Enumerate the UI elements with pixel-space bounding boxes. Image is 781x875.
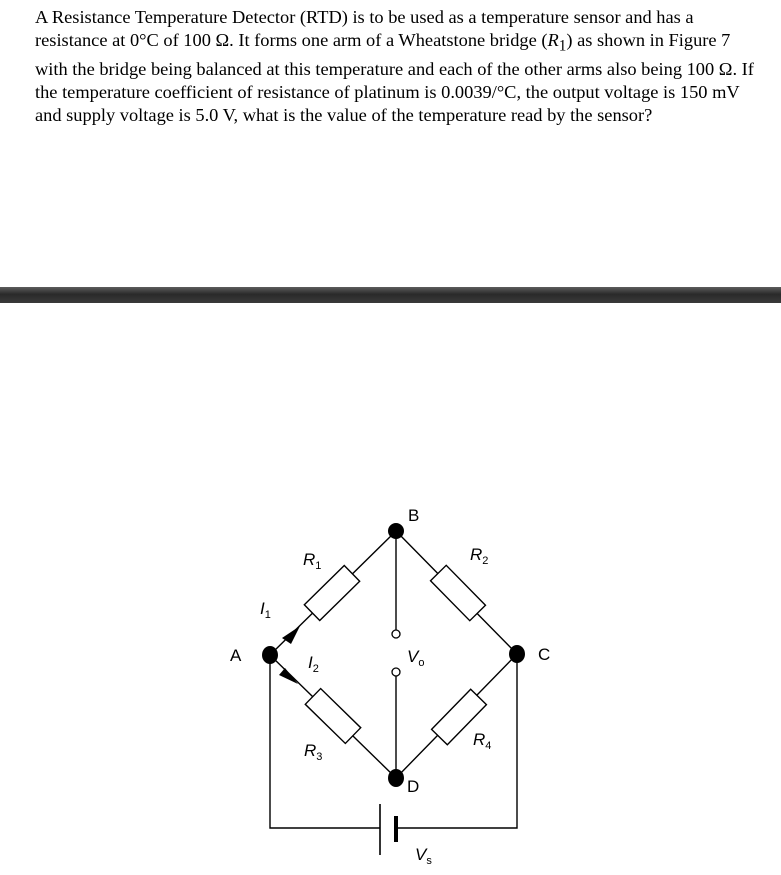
question-part-1: A Resistance Temperature Detector (RTD) is to be used as a temperature sensor and has a resistance at 0°C of 100 Ω. It forms one arm of a Wheatstone bridge ( bbox=[35, 7, 694, 50]
current-i1-sub: 1 bbox=[264, 609, 271, 621]
resistor-r1-sub: 1 bbox=[315, 560, 322, 572]
current-i1-label bbox=[260, 599, 271, 621]
output-voltage-label bbox=[407, 647, 424, 669]
current-i2-label bbox=[308, 653, 319, 675]
resistor-r1-main: R bbox=[303, 550, 316, 569]
resistor-r2-main: R bbox=[470, 545, 483, 564]
supply-voltage-sub: s bbox=[426, 855, 432, 867]
resistor-r3-label bbox=[304, 741, 322, 763]
resistor-r4-label bbox=[473, 730, 491, 752]
resistor-r2-label bbox=[470, 545, 488, 567]
question-variable-r: R bbox=[547, 30, 559, 50]
output-terminal-top bbox=[392, 630, 400, 638]
resistor-r1-label bbox=[303, 550, 321, 572]
wire-a-to-supply bbox=[270, 655, 380, 828]
node-d-dot bbox=[388, 769, 404, 787]
wheatstone-bridge-diagram bbox=[0, 490, 781, 875]
node-c-dot bbox=[509, 645, 525, 663]
question-part-2: ) as shown in Figure 7 with the bridge being balanced at this temperature and each of the other arms also being 100 Ω. If the temperature coefficient of resistance of platinum is 0.0039/°C, the output voltage is 150 mV and supply voltage is 5.0 V, what is the value of the temperature read by the sensor? bbox=[35, 30, 754, 125]
resistor-r2-sub: 2 bbox=[482, 555, 489, 567]
output-voltage-sub: o bbox=[418, 657, 425, 669]
current-i2-arrow bbox=[279, 668, 298, 684]
node-a-label: A bbox=[230, 646, 242, 665]
node-a-dot bbox=[262, 646, 278, 664]
node-b-label: B bbox=[408, 506, 420, 525]
output-terminal-bottom bbox=[392, 668, 400, 676]
current-i2-sub: 2 bbox=[312, 663, 319, 675]
question-paragraph bbox=[35, 6, 755, 127]
resistor-r3-sub: 3 bbox=[316, 751, 323, 763]
current-i1-main: I bbox=[260, 599, 265, 618]
question-variable-r-subscript: 1 bbox=[558, 37, 567, 55]
node-d-label: D bbox=[407, 777, 420, 796]
wire-c-to-supply bbox=[396, 654, 517, 828]
resistor-r4-main: R bbox=[473, 730, 486, 749]
node-b-dot bbox=[388, 523, 404, 539]
supply-voltage-label bbox=[415, 845, 432, 867]
resistor-r3 bbox=[305, 689, 360, 744]
divider-bar bbox=[0, 287, 781, 303]
node-c-label: C bbox=[538, 645, 551, 664]
question-text bbox=[35, 6, 755, 127]
output-voltage-main: V bbox=[407, 647, 419, 666]
resistor-r2 bbox=[431, 565, 486, 620]
current-i2-main: I bbox=[308, 653, 313, 672]
resistor-r1 bbox=[304, 566, 359, 621]
resistor-r3-main: R bbox=[304, 741, 317, 760]
supply-voltage-main: V bbox=[415, 845, 427, 864]
resistor-r4-sub: 4 bbox=[485, 740, 492, 752]
